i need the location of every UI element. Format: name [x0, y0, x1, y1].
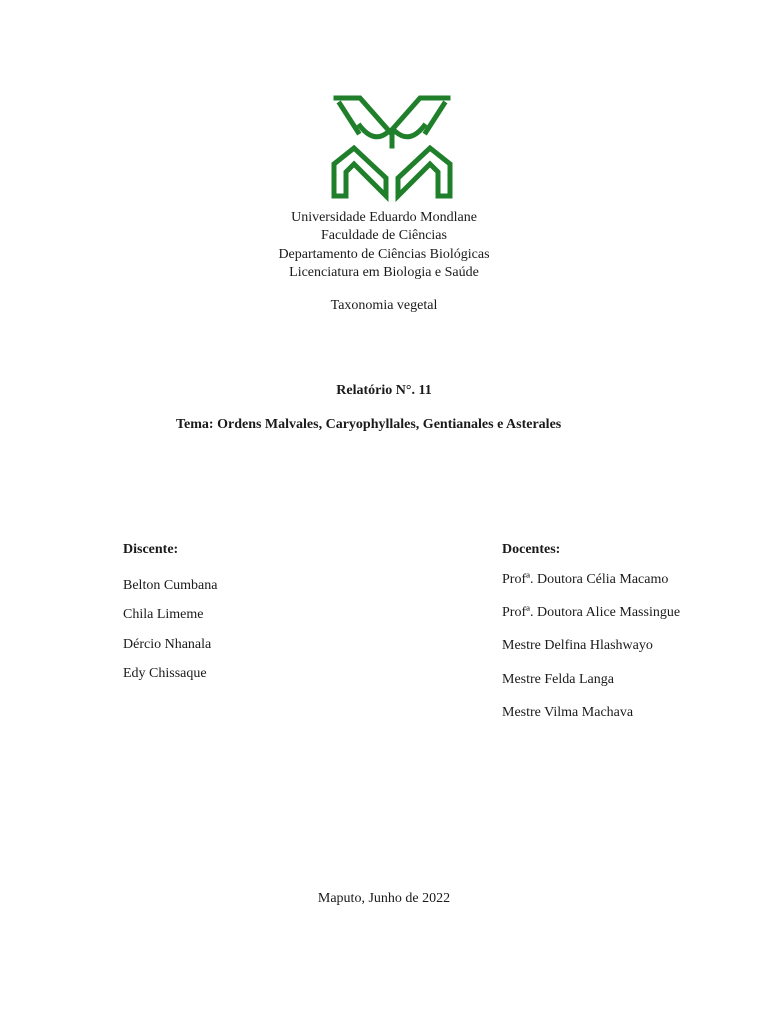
university-logo-icon — [330, 92, 454, 202]
report-theme: Tema: Ordens Malvales, Caryophyllales, Gentianales e Asterales — [176, 417, 562, 432]
subject-title: Taxonomia vegetal — [330, 298, 438, 313]
faculty-name: Faculdade de Ciências — [321, 228, 447, 244]
students-column — [123, 541, 218, 689]
teachers-column — [502, 541, 680, 737]
student-name: Dércio Nhanala — [123, 636, 212, 652]
teachers-heading: Docentes: — [502, 542, 561, 557]
institution-block — [0, 209, 768, 282]
department-name: Departamento de Ciências Biológicas — [278, 246, 490, 262]
university-name: Universidade Eduardo Mondlane — [291, 210, 477, 225]
report-number: Relatório N°. 11 — [336, 383, 432, 398]
place-and-date: Maputo, Junho de 2022 — [317, 891, 451, 906]
student-name: Belton Cumbana — [123, 577, 218, 593]
teacher-name: Profª. Doutora Célia Macamo — [502, 571, 669, 587]
teacher-name: Mestre Delfina Hlashwayo — [502, 638, 653, 654]
student-name: Chila Limeme — [123, 607, 204, 622]
program-name: Licenciatura em Biologia e Saúde — [289, 264, 479, 280]
teacher-name: Mestre Felda Langa — [502, 671, 614, 687]
students-heading: Discente: — [123, 542, 179, 557]
student-name: Edy Chissaque — [123, 666, 207, 681]
teacher-name: Mestre Vilma Machava — [502, 705, 634, 721]
teacher-name: Profª. Doutora Alice Massingue — [502, 604, 681, 620]
